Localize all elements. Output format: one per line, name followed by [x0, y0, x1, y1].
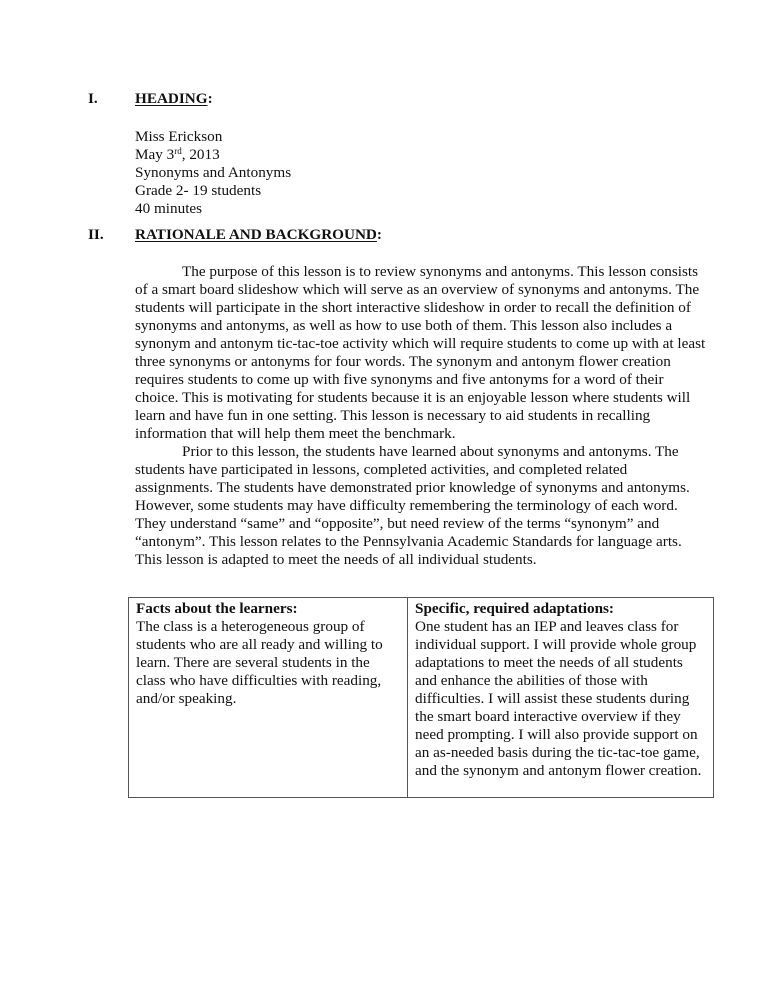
learners-adaptations-table — [128, 597, 714, 798]
section-title: RATIONALE AND BACKGROUND — [135, 226, 377, 243]
rationale-text — [135, 263, 707, 569]
section-heading-ii — [88, 226, 382, 244]
lesson-duration: 40 minutes — [135, 200, 203, 217]
cell-body: The class is a heterogeneous group of students who are all ready and willing to learn. There are several students in the class who have difficulties with reading, and/or speaking. — [136, 618, 383, 707]
cell-body: One student has an IEP and leaves class for individual support. I will provide whole group adaptations to meet the needs of all students and enhance the abilities of those with difficulties. I will assist these students during the smart board interactive overview if they need prompting. I will also provide support on an as-needed basis during the tic-tac-toe game, and the synonym and antonym flower creation. — [415, 618, 702, 779]
section-heading-i — [88, 90, 213, 108]
teacher-name: Miss Erickson — [135, 128, 223, 145]
heading-details — [135, 128, 291, 218]
date-ordinal-suffix: rd — [174, 146, 182, 156]
lesson-topic: Synonyms and Antonyms — [135, 164, 292, 181]
cell-title: Specific, required adaptations: — [415, 600, 614, 617]
section-colon: : — [376, 226, 382, 243]
grade-info: Grade 2- 19 students — [135, 182, 262, 199]
facts-about-learners-cell — [129, 598, 408, 798]
section-title: HEADING — [135, 90, 208, 107]
cell-title: Facts about the learners: — [136, 600, 298, 617]
date-prefix: May 3 — [135, 146, 175, 163]
lesson-date — [135, 146, 291, 164]
section-number: I. — [88, 90, 98, 107]
rationale-paragraph-1: The purpose of this lesson is to review synonyms and antonyms. This lesson consists of a smart board slideshow which will serve as an overview of synonyms and antonyms. The students will participate in the short interactive slideshow in order to recall the definition of synonyms and antonyms, as well as how to use both of them. This lesson also includes a synonym and antonym tic-tac-toe activity which will require students to come up with at least three synonyms or antonyms for four words. The synonym and antonym flower creation requires students to come up with five synonyms and five antonyms for a word of their choice. This is motivating for students because it is an enjoyable lesson where students will learn and have fun in one setting. This lesson is necessary to aid students in recalling information that will help them meet the benchmark. — [135, 263, 706, 442]
rationale-paragraph-2: Prior to this lesson, the students have learned about synonyms and antonyms. The students have participated in lessons, completed activities, and completed related assignments. The students have demonstrated prior knowledge of synonyms and antonyms. However, some students may have difficulty remembering the terminology of each word. They understand “same” and “opposite”, but need review of the terms “synonym” and “antonym”. This lesson relates to the Pennsylvania Academic Standards for language arts. This lesson is adapted to meet the needs of all individual students. — [135, 443, 690, 568]
date-rest: , 2013 — [181, 146, 220, 163]
section-colon: : — [207, 90, 213, 107]
required-adaptations-cell — [408, 598, 714, 798]
section-number: II. — [88, 226, 104, 243]
table-row — [129, 598, 714, 798]
